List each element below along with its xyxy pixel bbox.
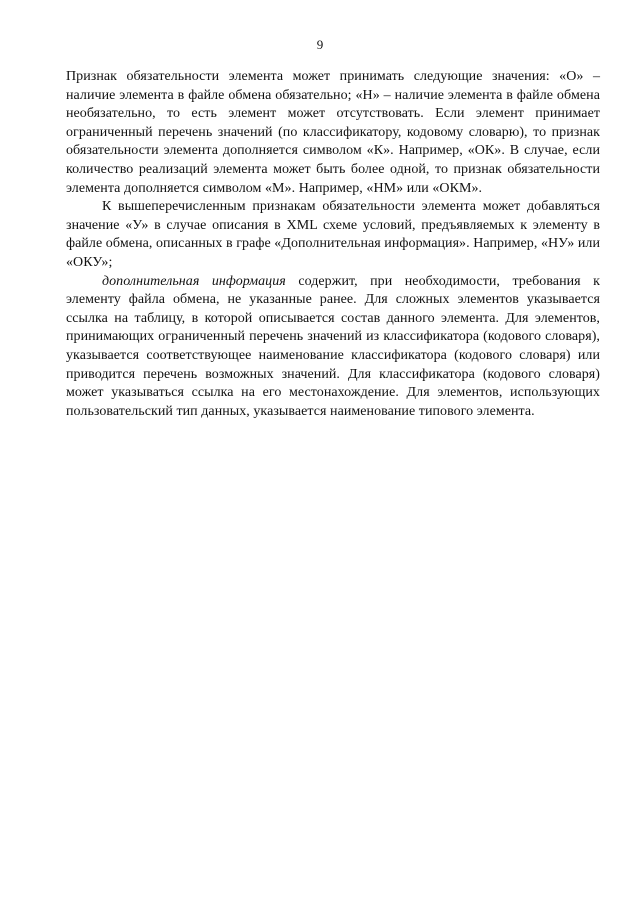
paragraph-additional-info xyxy=(66,273,600,422)
paragraph-condition-value: К вышеперечисленным признакам обязательности элемента может добавляться значение «У» в случае описания в XML схеме условий, предъявляемых к элементу в файле обмена, описанных в графе «Дополнительная информация». Например, «НУ» или «ОКУ»; xyxy=(66,199,600,270)
document-body xyxy=(66,68,600,421)
paragraph-additional-info-text: содержит, при необходимости, требования к элементу файла обмена, не указанные ранее. Для сложных элементов указывается ссылка на таблицу, в которой описывается состав данного элемента. Для элементов, принимающих ограниченный перечень значений из классификатора (кодового словаря), указывается соответствующее наименование классификатора (кодового словаря) или приводится перечень возможных значений. Для классификатора (кодового словаря) может указываться ссылка на его местонахождение. Для элементов, использующих пользовательский тип данных, указывается наименование типового элемента. xyxy=(66,273,600,419)
paragraph-mandatory-attribute: Признак обязательности элемента может принимать следующие значения: «О» – наличие элемента в файле обмена обязательно; «Н» – наличие элемента в файле обмена необязательно, то есть элемент может отсутствовать. Если элемент принимает ограниченный перечень значений (по классификатору, кодовому словарю), то признак обязательности элемента дополняется символом «К». Например, «ОК». В случае, если количество реализаций элемента может быть более одной, то признак обязательности элемента дополняется символом «М». Например, «НМ» или «ОКМ». xyxy=(66,69,600,196)
page-number: 9 xyxy=(316,37,324,52)
term-additional-info: дополнительная информация xyxy=(102,273,286,289)
